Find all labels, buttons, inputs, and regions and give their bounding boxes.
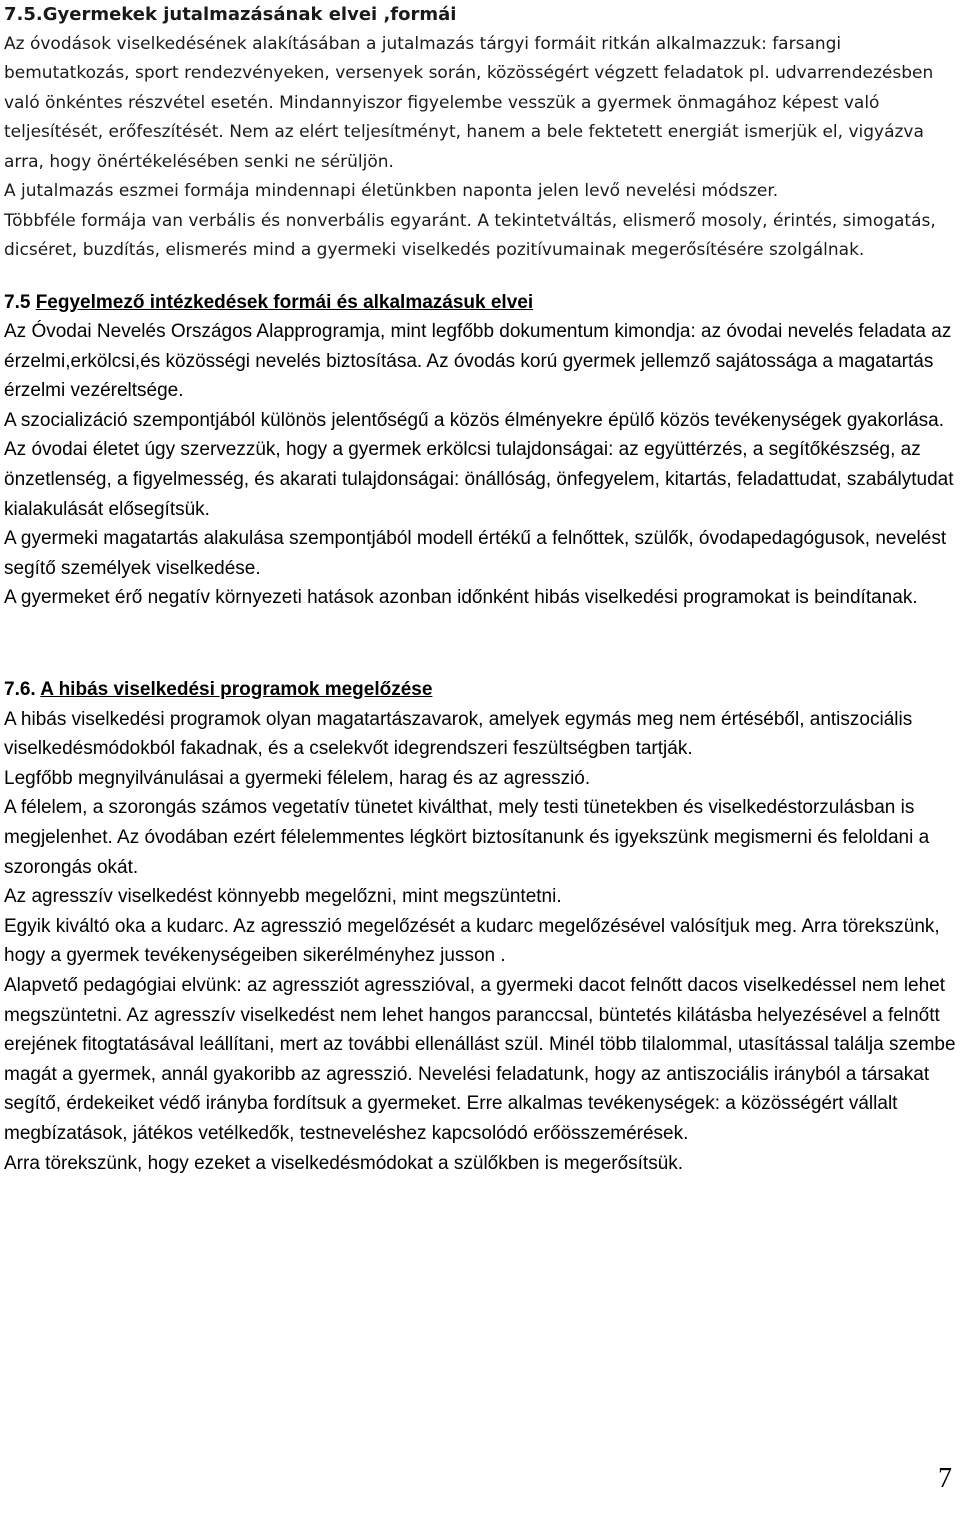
section-prevention bbox=[4, 675, 958, 1178]
paragraph: A gyermeki magatartás alakulása szempontjából modell értékű a felnőttek, szülők, óvodapedagógusok, nevelést segítő személyek viselkedése. bbox=[4, 528, 947, 579]
section-discipline bbox=[4, 288, 958, 614]
paragraph: Az Óvodai Nevelés Országos Alapprogramja, mint legfőbb dokumentum kimondja: az óvodai nevelés feladata az érzelmi,erkölcsi,és közösségi nevelés biztosítása. Az óvodás korú gyermek jellemző sajátossága a magatartás érzelmi vezéreltsége. bbox=[4, 321, 952, 402]
section-title: Fegyelmező intézkedések formái és alkalmazásuk elvei bbox=[35, 291, 534, 313]
paragraph: A félelem, a szorongás számos vegetatív tünetet kiválthat, mely testi tünetekben és viselkedéstorzulásban is megjelenhet. Az óvodában ezért félelemmentes légkört biztosítanunk és igyekszünk megismerni és feloldani a szorongás okát. bbox=[4, 797, 930, 878]
paragraph: Az óvodai életet úgy szervezzük, hogy a gyermek erkölcsi tulajdonságai: az együttérzés, a segítőkészség, az önzetlenség, a figyelmesség, és akarati tulajdonságai: önállóság, önfegyelem, kitartás, feladattudat, szabálytudat kialakulását elősegítsük. bbox=[4, 439, 954, 520]
paragraph: Az óvodások viselkedésének alakításában a jutalmazás tárgyi formáit ritkán alkalmazzuk: farsangi bemutatkozás, sport rendezvényeken, versenyek során, közösségért végzett feladatok pl. udvarrendezésben való önkéntes részvétel esetén. Mindannyiszor figyelembe vesszük a gyermek önmagához képest való teljesítését, erőfeszítését. Nem az elért teljesítményt, hanem a bele fektetett energiát ismerjük el, vigyázva arra, hogy önértékelésében senki ne sérüljön. bbox=[4, 33, 934, 172]
section-heading bbox=[4, 288, 958, 318]
paragraph: Egyik kiváltó oka a kudarc. Az agresszió megelőzését a kudarc megelőzésével valósítjuk meg. Arra törekszünk, hogy a gyermek tevékenységeiben sikerélményhez jusson . bbox=[4, 915, 940, 967]
paragraph: A hibás viselkedési programok olyan magatartászavarok, amelyek egymás meg nem értéséből, antiszociális viselkedésmódokból fakadnak, és a cselekvőt idegrendszeri feszültségben tartják. bbox=[4, 708, 913, 760]
document-page bbox=[4, 0, 958, 1178]
section-number: 7.6. bbox=[4, 679, 36, 701]
section-number: 7.5 bbox=[4, 291, 31, 313]
section-heading bbox=[4, 675, 958, 705]
section-rewarding bbox=[4, 0, 958, 266]
paragraph: Az agresszív viselkedést könnyebb megelőzni, mint megszüntetni. bbox=[4, 886, 562, 908]
paragraph: Legfőbb megnyilvánulásai a gyermeki félelem, harag és az agresszió. bbox=[4, 767, 591, 789]
paragraph: Arra törekszünk, hogy ezeket a viselkedésmódokat a szülőkben is megerősítsük. bbox=[4, 1152, 684, 1174]
paragraph: A szocializáció szempontjából különös jelentőségű a közös élményekre épülő közös tevékenységek gyakorlása. bbox=[4, 409, 944, 431]
paragraph: Többféle formája van verbális és nonverbális egyaránt. A tekintetváltás, elismerő mosoly, érintés, simogatás, dicséret, buzdítás, elismerés mind a gyermeki viselkedés pozitívumainak megerősítésére szolgálnak. bbox=[4, 210, 936, 260]
paragraph: Alapvető pedagógiai elvünk: az agressziót agresszióval, a gyermeki dacot felnőtt dacos viselkedéssel nem lehet megszüntetni. Az agresszív viselkedést nem lehet hangos paranccsal, büntetés kilátásba helyezésével a felnőtt erejének fitogtatásával leállítani, mert az további ellenállást szül. Minél több tilalommal, utasítással találja szembe magát a gyermek, annál gyakoribb az agresszió. Nevelési feladatunk, hogy az antiszociális irányból a társakat segítő, érdekeiket védő irányba fordítsuk a gyermeket. Erre alkalmas tevékenységek: a közösségért vállalt megbízatások, játékos vetélkedők, testneveléshez kapcsolódó erőösszemérések. bbox=[4, 974, 956, 1144]
page-number: 7 bbox=[938, 1463, 952, 1494]
paragraph: A jutalmazás eszmei formája mindennapi életünkben naponta jelen levő nevelési módszer. bbox=[4, 181, 779, 201]
paragraph: A gyermeket érő negatív környezeti hatások azonban időnként hibás viselkedési programokat is beindítanak. bbox=[4, 587, 918, 609]
section-heading: 7.5.Gyermekek jutalmazásának elvei ,formái bbox=[4, 4, 457, 25]
section-title: A hibás viselkedési programok megelőzése bbox=[40, 679, 433, 701]
